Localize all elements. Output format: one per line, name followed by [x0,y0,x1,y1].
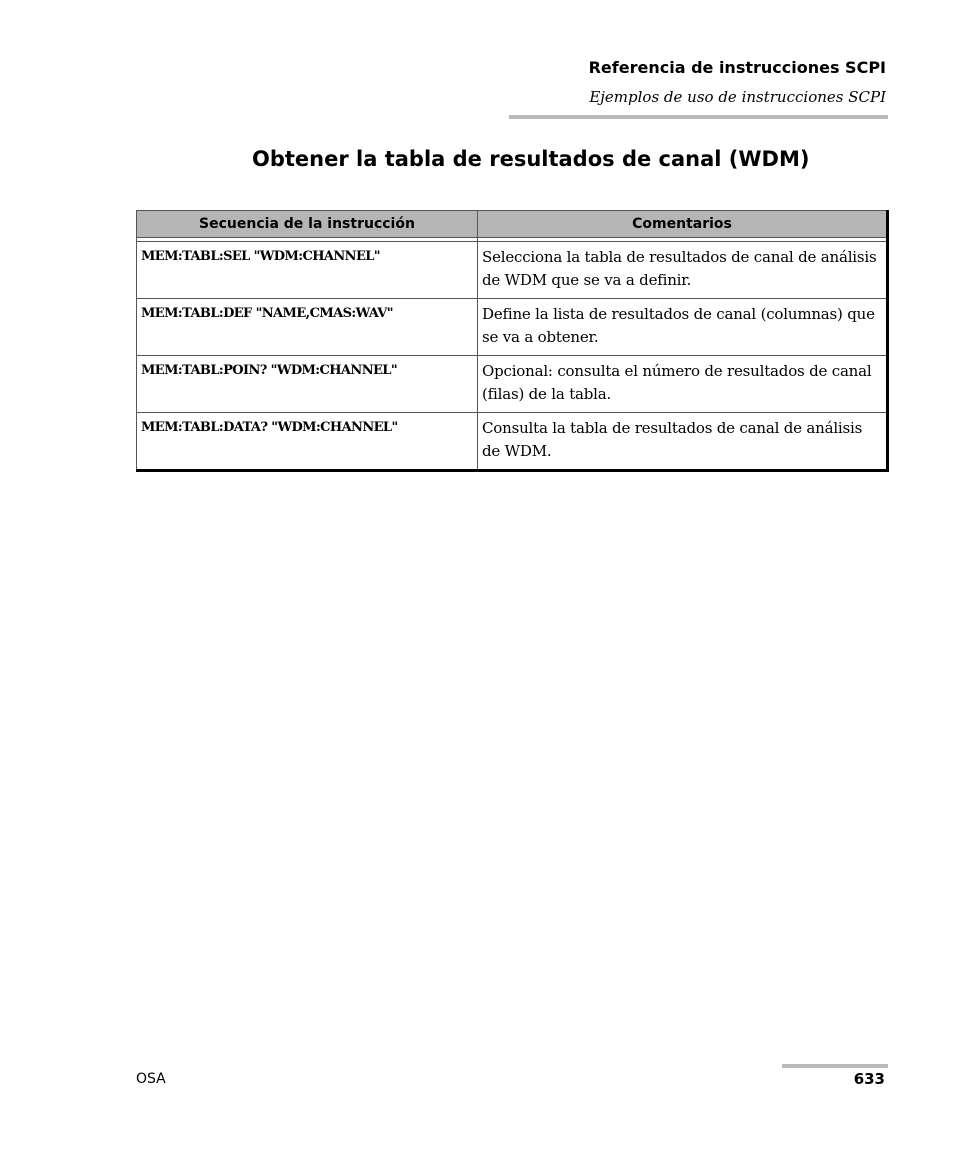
page-title: Obtener la tabla de resultados de canal (WDM) [252,147,810,171]
command-cell: MEM:TABL:POIN? "WDM:CHANNEL" [137,356,478,413]
footer-product-name: OSA [136,1071,166,1087]
chapter-title: Referencia de instrucciones SCPI [588,58,886,77]
footer-divider [782,1064,888,1068]
command-cell: MEM:TABL:DATA? "WDM:CHANNEL" [137,413,478,471]
column-header-sequence: Secuencia de la instrucción [137,211,478,238]
comment-cell: Define la lista de resultados de canal (columnas) que se va a obtener. [478,299,888,356]
table-row [137,356,888,413]
section-subtitle: Ejemplos de uso de instrucciones SCPI [589,88,886,106]
command-cell: MEM:TABL:DEF "NAME,CMAS:WAV" [137,299,478,356]
comment-cell: Selecciona la tabla de resultados de canal de análisis de WDM que se va a definir. [478,242,888,299]
page-number: 633 [853,1070,885,1088]
comment-cell: Opcional: consulta el número de resultados de canal (filas) de la tabla. [478,356,888,413]
table-row [137,413,888,471]
header-divider [509,115,888,119]
command-cell: MEM:TABL:SEL "WDM:CHANNEL" [137,242,478,299]
command-table [136,210,889,472]
comment-cell: Consulta la tabla de resultados de canal de análisis de WDM. [478,413,888,471]
table-row [137,299,888,356]
column-header-comments: Comentarios [478,211,888,238]
table-row [137,242,888,299]
table-header-row [137,211,888,238]
